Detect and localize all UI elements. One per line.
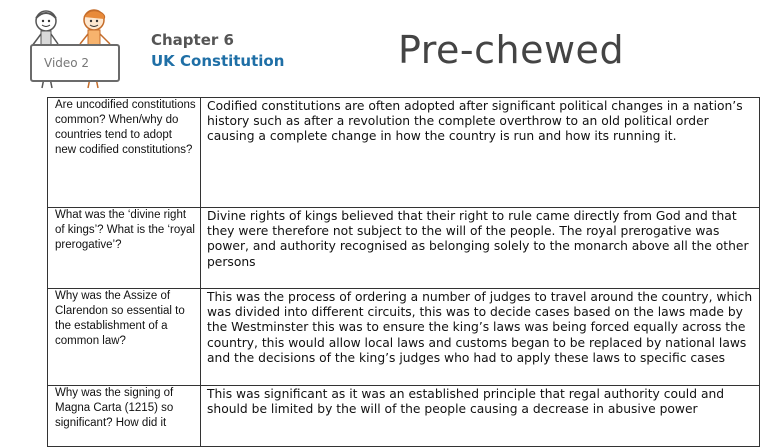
video-label: Video 2 bbox=[44, 56, 90, 70]
question-text: Why was the signing of Magna Carta (1215) so significant? How did it bbox=[55, 387, 174, 429]
qa-table bbox=[47, 97, 760, 447]
question-text: Why was the Assize of Clarendon so essential to the establishment of a common law? bbox=[55, 290, 185, 347]
answer-text: Divine rights of kings believed that their right to rule came directly from God and that they were therefore not subject to the will of the people. The royal prerogative was power, and authority recognised as belonging solely to the monarch above all the other persons bbox=[207, 209, 749, 269]
question-cell bbox=[48, 386, 201, 447]
answer-text: This was the process of ordering a number of judges to travel around the country, which was divided into different circuits, this was to decide cases based on the laws made by the Westminster this was to ensure the king’s laws was being forced equally across the country, this would allow local laws and customs began to be replaced by national laws and the decisions of the king’s judges who had to apply these laws to specific cases bbox=[207, 290, 753, 365]
question-text: What was the ‘divine right of kings’? What is the ‘royal prerogative’? bbox=[55, 209, 195, 251]
subject-label: UK Constitution bbox=[151, 52, 285, 70]
question-cell bbox=[48, 289, 201, 386]
question-cell bbox=[48, 98, 201, 208]
answer-cell bbox=[201, 289, 760, 386]
answer-cell bbox=[201, 98, 760, 208]
table-row bbox=[48, 208, 760, 289]
answer-cell bbox=[201, 208, 760, 289]
table-row bbox=[48, 98, 760, 208]
question-text: Are uncodified constitutions common? When/why do countries tend to adopt new codified constitutions? bbox=[55, 99, 196, 156]
answer-text: This was significant as it was an established principle that regal authority could and should be limited by the will of the people causing a decrease in abusive power bbox=[207, 387, 725, 417]
table-row bbox=[48, 289, 760, 386]
answer-text: Codified constitutions are often adopted after significant political changes in a nation’s history such as after a revolution the complete overthrow to an old political order causing a complete change in how the country is run and how its running it. bbox=[207, 99, 743, 144]
question-cell bbox=[48, 208, 201, 289]
table-row bbox=[48, 386, 760, 447]
answer-cell bbox=[201, 386, 760, 447]
chapter-label: Chapter 6 bbox=[151, 31, 234, 49]
page-title: Pre-chewed bbox=[398, 28, 625, 72]
